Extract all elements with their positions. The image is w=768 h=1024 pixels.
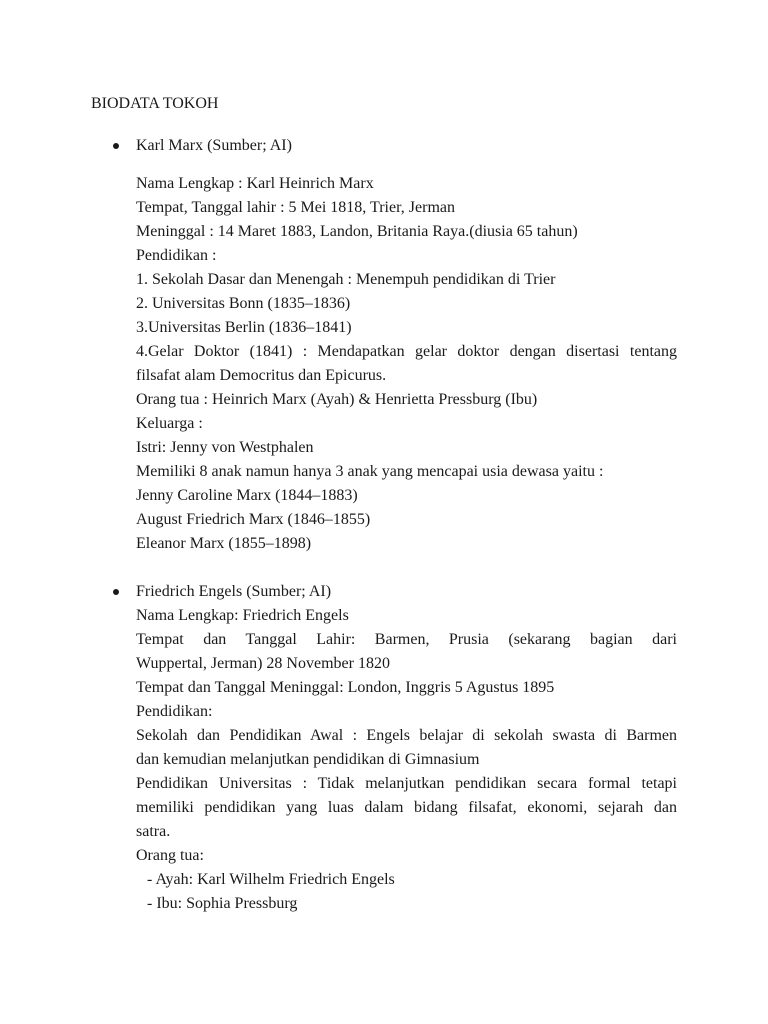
bio-line: Tempat dan Tanggal Lahir: Barmen, Prusia (sekarang bagian dari bbox=[136, 631, 677, 648]
bio-line: Memiliki 8 anak namun hanya 3 anak yang mencapai usia dewasa yaitu : bbox=[136, 463, 604, 480]
bio-line: filsafat alam Democritus dan Epicurus. bbox=[136, 367, 387, 384]
document-title: BIODATA TOKOH bbox=[91, 95, 219, 112]
bio-line: Meninggal : 14 Maret 1883, Landon, Britania Raya.(diusia 65 tahun) bbox=[136, 223, 578, 240]
bio-line: Orang tua : Heinrich Marx (Ayah) & Henrietta Pressburg (Ibu) bbox=[136, 391, 538, 408]
bio-line: 1. Sekolah Dasar dan Menengah : Menempuh pendidikan di Trier bbox=[136, 271, 556, 288]
bio-line: Keluarga : bbox=[136, 415, 203, 432]
bio-line: - Ibu: Sophia Pressburg bbox=[147, 895, 298, 912]
bullet-icon bbox=[113, 143, 119, 149]
section-heading: Karl Marx (Sumber; AI) bbox=[136, 137, 292, 154]
bio-line: - Ayah: Karl Wilhelm Friedrich Engels bbox=[147, 871, 395, 888]
bio-line: August Friedrich Marx (1846–1855) bbox=[136, 511, 371, 528]
bio-line: 2. Universitas Bonn (1835–1836) bbox=[136, 295, 351, 312]
bio-line: Tempat, Tanggal lahir : 5 Mei 1818, Trier, Jerman bbox=[136, 199, 455, 216]
bio-line: satra. bbox=[136, 823, 171, 840]
bullet-icon bbox=[113, 589, 119, 595]
bio-line: 3.Universitas Berlin (1836–1841) bbox=[136, 319, 352, 336]
bio-line: Pendidikan Universitas : Tidak melanjutkan pendidikan secara formal tetapi bbox=[136, 775, 677, 792]
bio-line: memiliki pendidikan yang luas dalam bidang filsafat, ekonomi, sejarah dan bbox=[136, 799, 677, 816]
bio-line: Orang tua: bbox=[136, 847, 204, 864]
bio-line: Nama Lengkap : Karl Heinrich Marx bbox=[136, 175, 374, 192]
section-karl-marx bbox=[136, 134, 677, 556]
bio-line: Eleanor Marx (1855–1898) bbox=[136, 535, 312, 552]
bio-line: Istri: Jenny von Westphalen bbox=[136, 439, 314, 456]
bio-line: 4.Gelar Doktor (1841) : Mendapatkan gelar doktor dengan disertasi tentang bbox=[136, 343, 677, 360]
bio-line: dan kemudian melanjutkan pendidikan di Gimnasium bbox=[136, 751, 480, 768]
bio-line: Jenny Caroline Marx (1844–1883) bbox=[136, 487, 358, 504]
bio-line: Pendidikan : bbox=[136, 247, 217, 264]
bio-line: Nama Lengkap: Friedrich Engels bbox=[136, 607, 349, 624]
bio-line: Wuppertal, Jerman) 28 November 1820 bbox=[136, 655, 390, 672]
bio-line: Pendidikan: bbox=[136, 703, 213, 720]
bio-line: Sekolah dan Pendidikan Awal : Engels belajar di sekolah swasta di Barmen bbox=[136, 727, 677, 744]
section-heading: Friedrich Engels (Sumber; AI) bbox=[136, 583, 332, 600]
bio-line: Tempat dan Tanggal Meninggal: London, Inggris 5 Agustus 1895 bbox=[136, 679, 555, 696]
section-friedrich-engels bbox=[136, 580, 677, 916]
